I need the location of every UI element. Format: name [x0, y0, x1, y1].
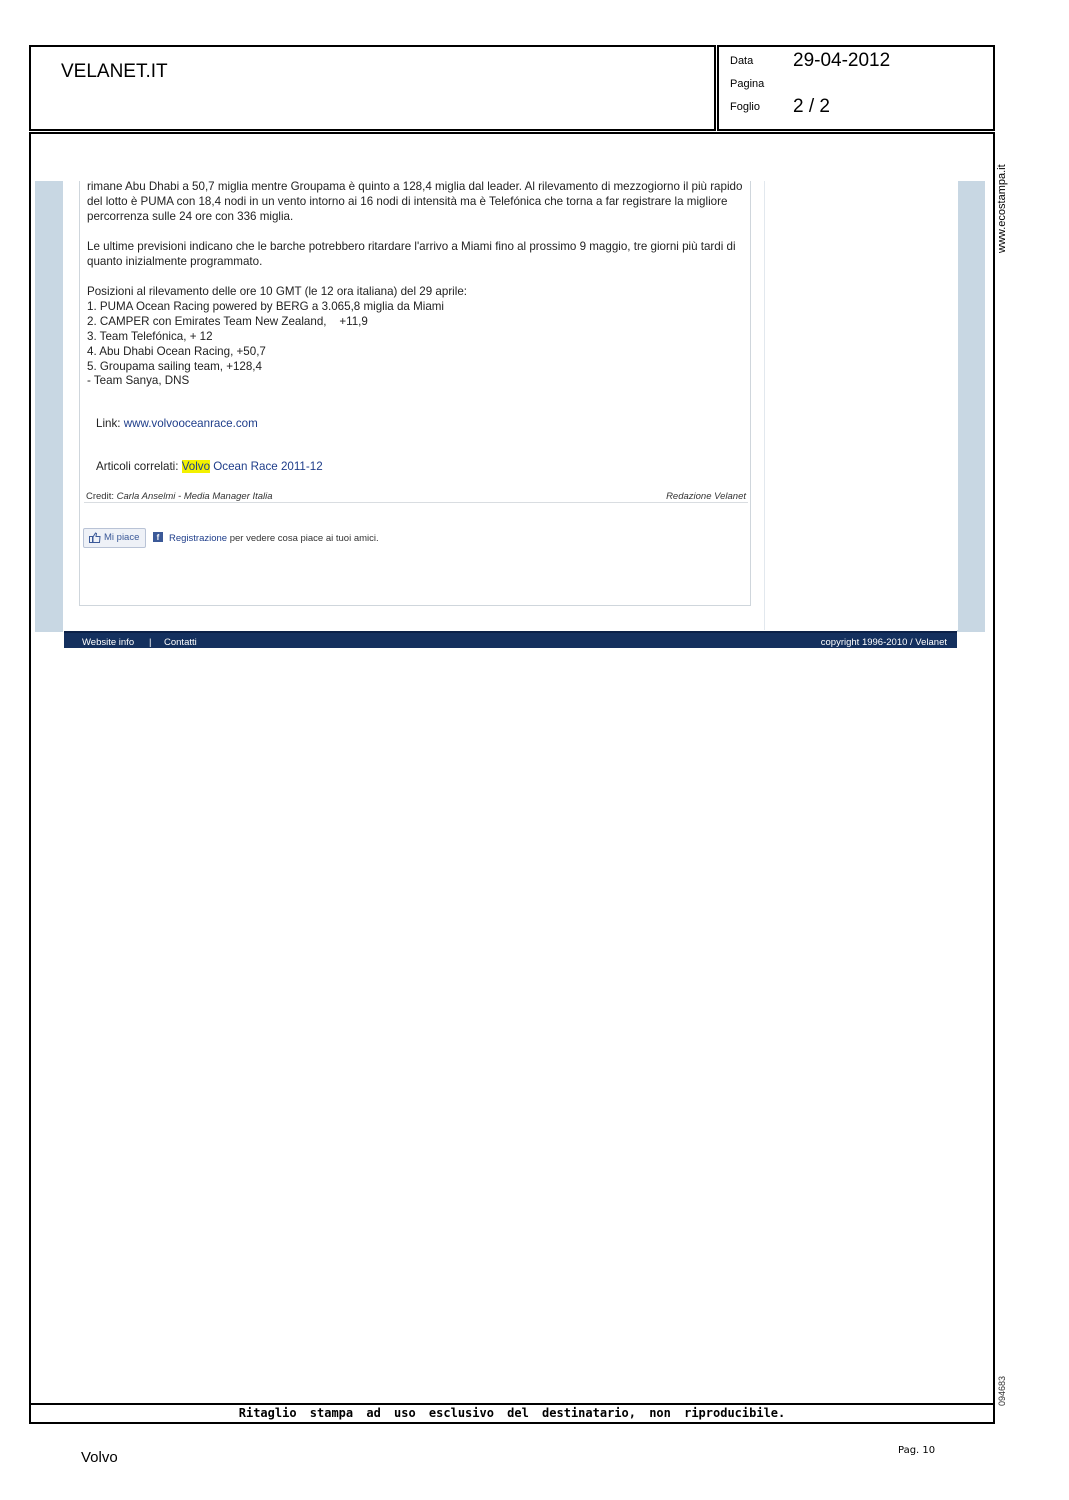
page-number: Pag. 10 — [898, 1445, 936, 1456]
article-body — [79, 181, 751, 606]
facebook-like-button[interactable] — [83, 528, 146, 548]
position-item: 4. Abu Dhabi Ocean Racing, +50,7 — [87, 345, 266, 358]
facebook-icon: f — [153, 532, 163, 542]
source-link-row — [96, 416, 756, 431]
metadata-box — [717, 45, 995, 131]
credit-name: Carla Anselmi - Media Manager Italia — [116, 491, 273, 502]
contacts-link[interactable]: Contatti — [164, 637, 197, 648]
position-item: 2. CAMPER con Emirates Team New Zealand, +11,9 — [87, 315, 368, 328]
date-label: Data — [730, 55, 754, 67]
positions-intro: Posizioni al rilevamento delle ore 10 GMT (le 12 ora italiana) del 29 aprile: — [87, 285, 468, 298]
divider — [84, 502, 748, 503]
position-item: 3. Team Telefónica, + 12 — [87, 330, 213, 343]
disclaimer-box — [29, 1403, 995, 1424]
date-value: 29-04-2012 — [793, 50, 891, 71]
editor-credit: Redazione Velanet — [666, 491, 746, 502]
credit-label: Credit: — [86, 491, 117, 502]
search-highlight: Volvo — [181, 460, 211, 473]
article-paragraph: Le ultime previsioni indicano che le barche potrebbero ritardare l'arrivo a Miami fino al prossimo 9 maggio, tre giorni più tardi di quanto inizialmente programmato. — [87, 240, 736, 268]
source-link[interactable]: www.volvooceanrace.com — [123, 417, 258, 430]
side-code: 094683 — [997, 1375, 1007, 1406]
related-articles-row — [96, 459, 756, 474]
like-label: Mi piace — [104, 532, 140, 543]
page-right-background — [957, 181, 985, 632]
related-label: Articoli correlati: — [96, 460, 182, 473]
footer-separator: | — [149, 637, 152, 648]
position-item: 5. Groupama sailing team, +128,4 — [87, 360, 262, 373]
position-item: 1. PUMA Ocean Racing powered by BERG a 3.065,8 miglia da Miami — [87, 300, 444, 313]
publication-header-box — [29, 45, 716, 131]
copyright-text: copyright 1996-2010 / Velanet — [820, 637, 947, 648]
related-article-link[interactable]: Volvo Ocean Race 2011-12 — [181, 460, 323, 473]
website-info-link[interactable]: Website info — [82, 637, 135, 648]
link-label: Link: — [96, 417, 124, 430]
position-item: - Team Sanya, DNS — [87, 374, 190, 387]
site-footer — [64, 631, 957, 648]
sheet-label: Foglio — [730, 101, 760, 113]
web-page-clipping — [35, 181, 985, 648]
keyword-label: Volvo — [81, 1449, 118, 1466]
side-source-url: www.ecostampa.it — [996, 164, 1008, 253]
article-paragraph: rimane Abu Dhabi a 50,7 miglia mentre Groupama è quinto a 128,4 miglia dal leader. Al rilevamento di mezzogiorno il più rapido del lotto è PUMA con 18,4 nodi in un vento intorno ai 16 nodi di intensità ma è Telefónica che torna a far registrare la migliore percorrenza sulle 24 ore con 336 miglia. — [87, 181, 743, 223]
page-label: Pagina — [730, 78, 765, 90]
registration-link[interactable]: Registrazione — [169, 533, 228, 544]
sheet-value: 2 / 2 — [793, 96, 830, 117]
right-sidebar-column — [764, 181, 958, 630]
thumbs-up-icon — [89, 532, 101, 543]
publication-name: VELANET.IT — [61, 61, 168, 82]
page-left-background — [35, 181, 63, 632]
facebook-registration-text: Registrazione per vedere cosa piace ai tuoi amici. — [169, 533, 379, 544]
disclaimer-text: Ritaglio stampa ad uso esclusivo del destinatario, non riproducibile. — [238, 1406, 786, 1420]
